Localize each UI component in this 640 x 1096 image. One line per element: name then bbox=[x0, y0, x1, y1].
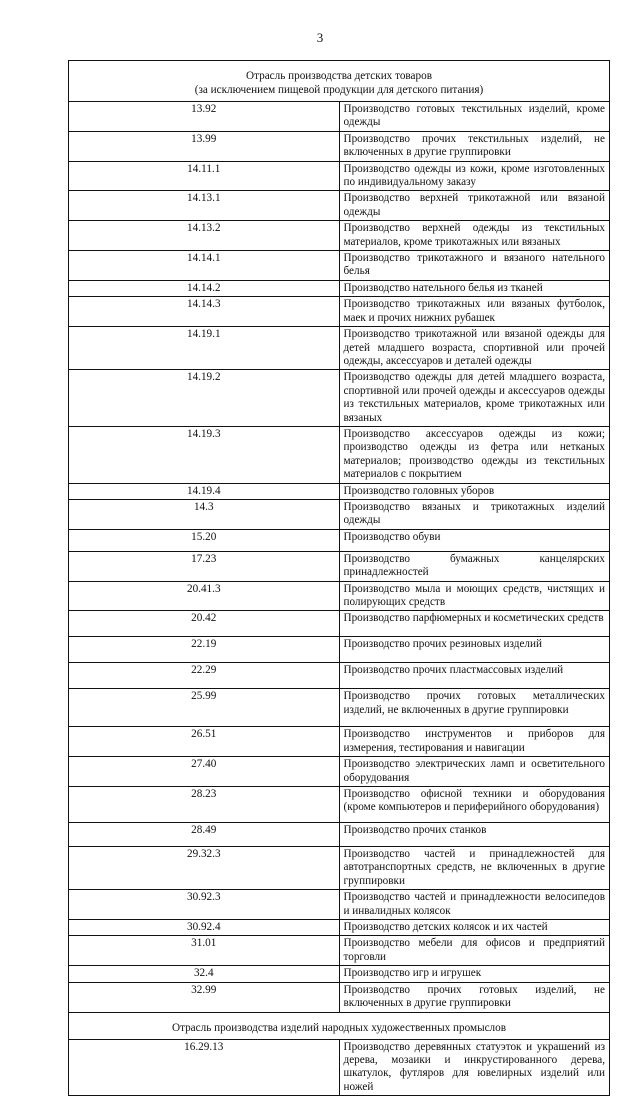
table-row bbox=[69, 982, 610, 1012]
table-body bbox=[69, 61, 610, 1096]
okved-code: 16.29.13 bbox=[69, 1039, 340, 1096]
activity-description: Производство готовых текстильных изделий, кроме одежды bbox=[339, 102, 610, 132]
okved-code: 27.40 bbox=[69, 757, 340, 787]
activity-description: Производство головных уборов bbox=[339, 483, 610, 499]
activity-description: Производство инструментов и приборов для измерения, тестирования и навигации bbox=[339, 727, 610, 757]
activity-description: Производство частей и принадлежности велосипедов и инвалидных колясок bbox=[339, 890, 610, 920]
activity-description: Производство трикотажной или вязаной одежды для детей младшего возраста, спортивной или прочей одежды, аксессуаров и деталей одежды bbox=[339, 327, 610, 370]
activity-description: Производство детских колясок и их частей bbox=[339, 920, 610, 936]
section-header bbox=[69, 61, 610, 102]
section-header-row bbox=[69, 1012, 610, 1039]
table-row bbox=[69, 280, 610, 296]
activity-description: Производство частей и принадлежностей для автотранспортных средств, не включенных в другие группировки bbox=[339, 847, 610, 890]
okved-code: 26.51 bbox=[69, 727, 340, 757]
okved-code: 28.49 bbox=[69, 823, 340, 847]
okved-code: 30.92.4 bbox=[69, 920, 340, 936]
activity-description: Производство электрических ламп и осветительного оборудования bbox=[339, 757, 610, 787]
activity-description: Производство игр и игрушек bbox=[339, 966, 610, 982]
table-row bbox=[69, 920, 610, 936]
page-number: 3 bbox=[316, 30, 324, 45]
okved-code: 22.29 bbox=[69, 663, 340, 689]
table-row bbox=[69, 611, 610, 637]
table-row bbox=[69, 499, 610, 529]
okved-code: 22.19 bbox=[69, 637, 340, 663]
okved-code: 28.23 bbox=[69, 787, 340, 823]
table-row bbox=[69, 102, 610, 132]
table-row bbox=[69, 426, 610, 483]
okved-code: 17.23 bbox=[69, 551, 340, 581]
activity-description: Производство прочих текстильных изделий, не включенных в другие группировки bbox=[339, 131, 610, 161]
table-row bbox=[69, 131, 610, 161]
activity-description: Производство парфюмерных и косметических средств bbox=[339, 611, 610, 637]
okved-code: 13.92 bbox=[69, 102, 340, 132]
okved-code: 14.19.1 bbox=[69, 327, 340, 370]
okved-code: 14.14.1 bbox=[69, 251, 340, 281]
okved-code: 29.32.3 bbox=[69, 847, 340, 890]
table-row bbox=[69, 663, 610, 689]
table-row bbox=[69, 370, 610, 427]
table-row bbox=[69, 727, 610, 757]
table-row bbox=[69, 1039, 610, 1096]
table-row bbox=[69, 529, 610, 551]
activity-description: Производство прочих пластмассовых изделий bbox=[339, 663, 610, 689]
activity-description: Производство прочих резиновых изделий bbox=[339, 637, 610, 663]
activity-description: Производство прочих станков bbox=[339, 823, 610, 847]
okved-code: 30.92.3 bbox=[69, 890, 340, 920]
table-row bbox=[69, 966, 610, 982]
table-row bbox=[69, 161, 610, 191]
activity-description: Производство одежды из кожи, кроме изготовленных по индивидуальному заказу bbox=[339, 161, 610, 191]
activity-description: Производство аксессуаров одежды из кожи; производство одежды из фетра или нетканых материалов; производство одежды из текстильных материалов с покрытием bbox=[339, 426, 610, 483]
activity-description: Производство трикотажного и вязаного нательного белья bbox=[339, 251, 610, 281]
table-row bbox=[69, 936, 610, 966]
table-row bbox=[69, 637, 610, 663]
table-row bbox=[69, 689, 610, 727]
okved-code: 32.4 bbox=[69, 966, 340, 982]
okved-code: 31.01 bbox=[69, 936, 340, 966]
section-header-row bbox=[69, 61, 610, 102]
okved-table bbox=[68, 60, 610, 1096]
okved-code: 14.3 bbox=[69, 499, 340, 529]
section-header bbox=[69, 1012, 610, 1039]
okved-code: 14.19.4 bbox=[69, 483, 340, 499]
section-title: Отрасль производства изделий народных художественных промыслов bbox=[171, 1021, 507, 1034]
activity-description: Производство прочих готовых изделий, не включенных в другие группировки bbox=[339, 982, 610, 1012]
table-row bbox=[69, 551, 610, 581]
table-row bbox=[69, 757, 610, 787]
activity-description: Производство вязаных и трикотажных изделий одежды bbox=[339, 499, 610, 529]
okved-code: 20.41.3 bbox=[69, 581, 340, 611]
okved-code: 15.20 bbox=[69, 529, 340, 551]
activity-description: Производство верхней трикотажной или вязаной одежды bbox=[339, 191, 610, 221]
table-row bbox=[69, 191, 610, 221]
table-row bbox=[69, 787, 610, 823]
activity-description: Производство мебели для офисов и предприятий торговли bbox=[339, 936, 610, 966]
table-row bbox=[69, 251, 610, 281]
okved-code: 32.99 bbox=[69, 982, 340, 1012]
section-title: Отрасль производства детских товаров bbox=[246, 70, 432, 82]
table-row bbox=[69, 297, 610, 327]
okved-code: 14.13.1 bbox=[69, 191, 340, 221]
activity-description: Производство трикотажных или вязаных футболок, маек и прочих нижних рубашек bbox=[339, 297, 610, 327]
activity-description: Производство одежды для детей младшего возраста, спортивной или прочей одежды и аксессуаров одежды из текстильных материалов, кроме трикотажных или вязаных bbox=[339, 370, 610, 427]
table-row bbox=[69, 221, 610, 251]
table-row bbox=[69, 823, 610, 847]
activity-description: Производство офисной техники и оборудования (кроме компьютеров и периферийного оборудования) bbox=[339, 787, 610, 823]
okved-code: 20.42 bbox=[69, 611, 340, 637]
okved-code: 14.14.2 bbox=[69, 280, 340, 296]
section-subtitle: (за исключением пищевой продукции для детского питания) bbox=[194, 84, 484, 96]
table-row bbox=[69, 847, 610, 890]
table-row bbox=[69, 327, 610, 370]
activity-description: Производство обуви bbox=[339, 529, 610, 551]
table-row bbox=[69, 483, 610, 499]
okved-code: 14.11.1 bbox=[69, 161, 340, 191]
okved-code: 14.19.2 bbox=[69, 370, 340, 427]
activity-description: Производство деревянных статуэток и украшений из дерева, мозаики и инкрустированного дерева, шкатулок, футляров для ювелирных изделий или ножей bbox=[339, 1039, 610, 1096]
okved-code: 14.19.3 bbox=[69, 426, 340, 483]
okved-code: 14.13.2 bbox=[69, 221, 340, 251]
activity-description: Производство прочих готовых металлических изделий, не включенных в другие группировки bbox=[339, 689, 610, 727]
table-row bbox=[69, 581, 610, 611]
activity-description: Производство верхней одежды из текстильных материалов, кроме трикотажных или вязаных bbox=[339, 221, 610, 251]
okved-code: 25.99 bbox=[69, 689, 340, 727]
okved-code: 14.14.3 bbox=[69, 297, 340, 327]
okved-code: 13.99 bbox=[69, 131, 340, 161]
activity-description: Производство мыла и моющих средств, чистящих и полирующих средств bbox=[339, 581, 610, 611]
activity-description: Производство бумажных канцелярских принадлежностей bbox=[339, 551, 610, 581]
activity-description: Производство нательного белья из тканей bbox=[339, 280, 610, 296]
